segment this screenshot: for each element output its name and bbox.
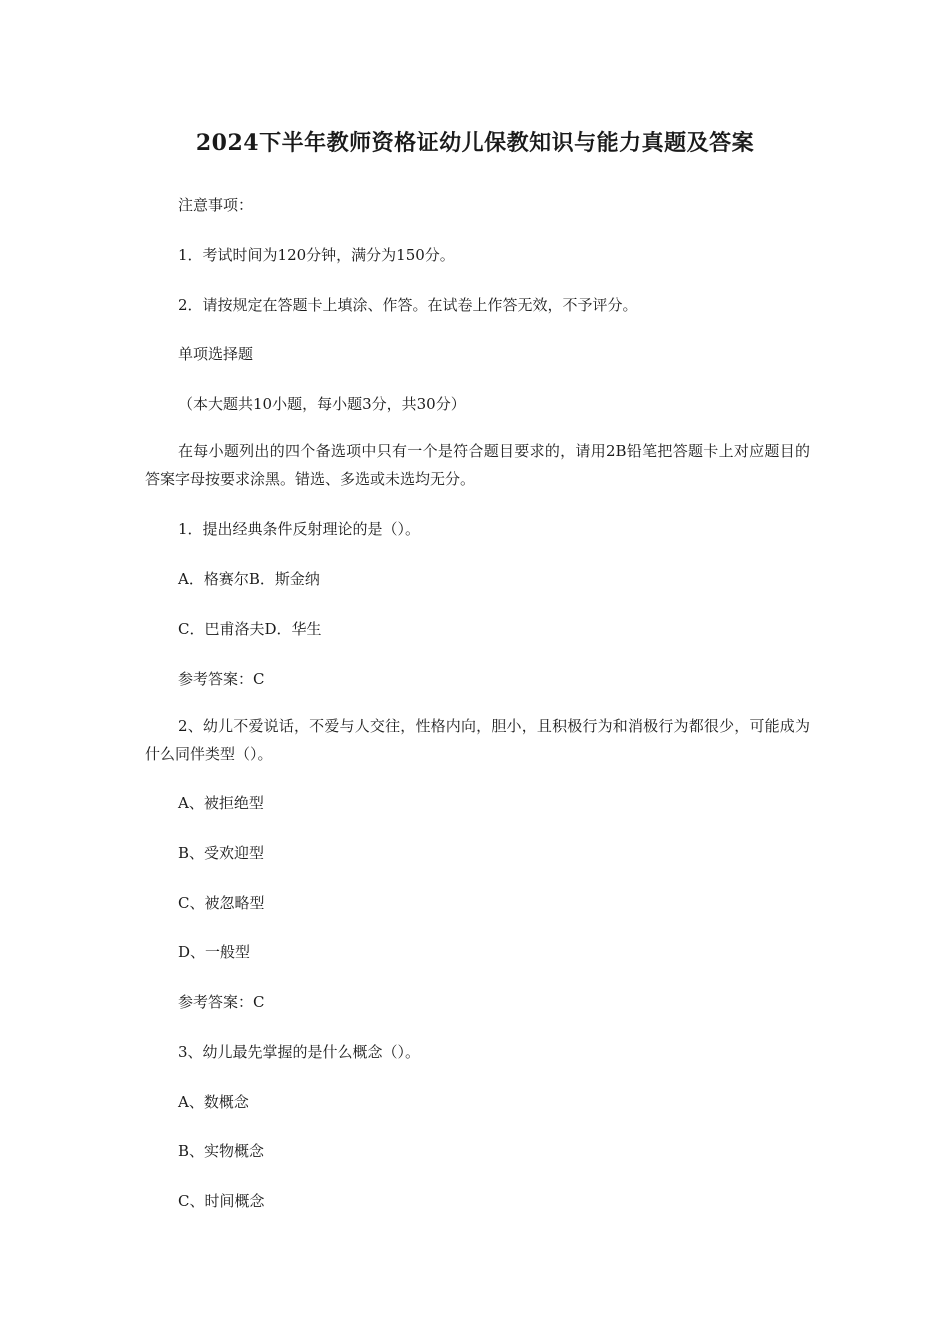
notice-item-2: 2．请按规定在答题卡上填涂、作答。在试卷上作答无效，不予评分。: [178, 296, 638, 314]
question-1-options-cd: C．巴甫洛夫D．华生: [178, 620, 322, 638]
question-1-answer: 参考答案：C: [178, 670, 265, 688]
document-title: 2024下半年教师资格证幼儿保教知识与能力真题及答案: [195, 130, 755, 156]
question-2-option-d: D、一般型: [178, 943, 251, 961]
question-3-option-a: A、数概念: [178, 1093, 249, 1111]
question-1-stem: 1．提出经典条件反射理论的是（）。: [178, 520, 421, 538]
notice-item-1: 1．考试时间为120分钟，满分为150分。: [178, 246, 455, 264]
notice-heading: 注意事项：: [178, 196, 254, 214]
question-3-option-b: B、实物概念: [178, 1142, 265, 1160]
section-note: （本大题共10小题，每小题3分，共30分）: [178, 395, 466, 413]
question-3-stem: 3、幼儿最先掌握的是什么概念（）。: [178, 1043, 421, 1061]
question-2-option-c: C、被忽略型: [178, 894, 265, 912]
instructions-paragraph: 在每小题列出的四个备选项中只有一个是符合题目要求的，请用2B铅笔把答题卡上对应题目的答案字母按要求涂黑。错选、多选或未选均无分。: [145, 442, 810, 488]
question-3-option-c: C、时间概念: [178, 1192, 265, 1210]
question-1-options-ab: A．格赛尔B．斯金纳: [178, 570, 320, 588]
question-2-option-b: B、受欢迎型: [178, 844, 265, 862]
section-title: 单项选择题: [178, 345, 254, 363]
question-2-stem: 2、幼儿不爱说话，不爱与人交往，性格内向，胆小，且积极行为和消极行为都很少，可能成为什么同伴类型（）。: [145, 717, 810, 763]
question-2-answer: 参考答案：C: [178, 993, 265, 1011]
question-2-option-a: A、被拒绝型: [178, 794, 264, 812]
